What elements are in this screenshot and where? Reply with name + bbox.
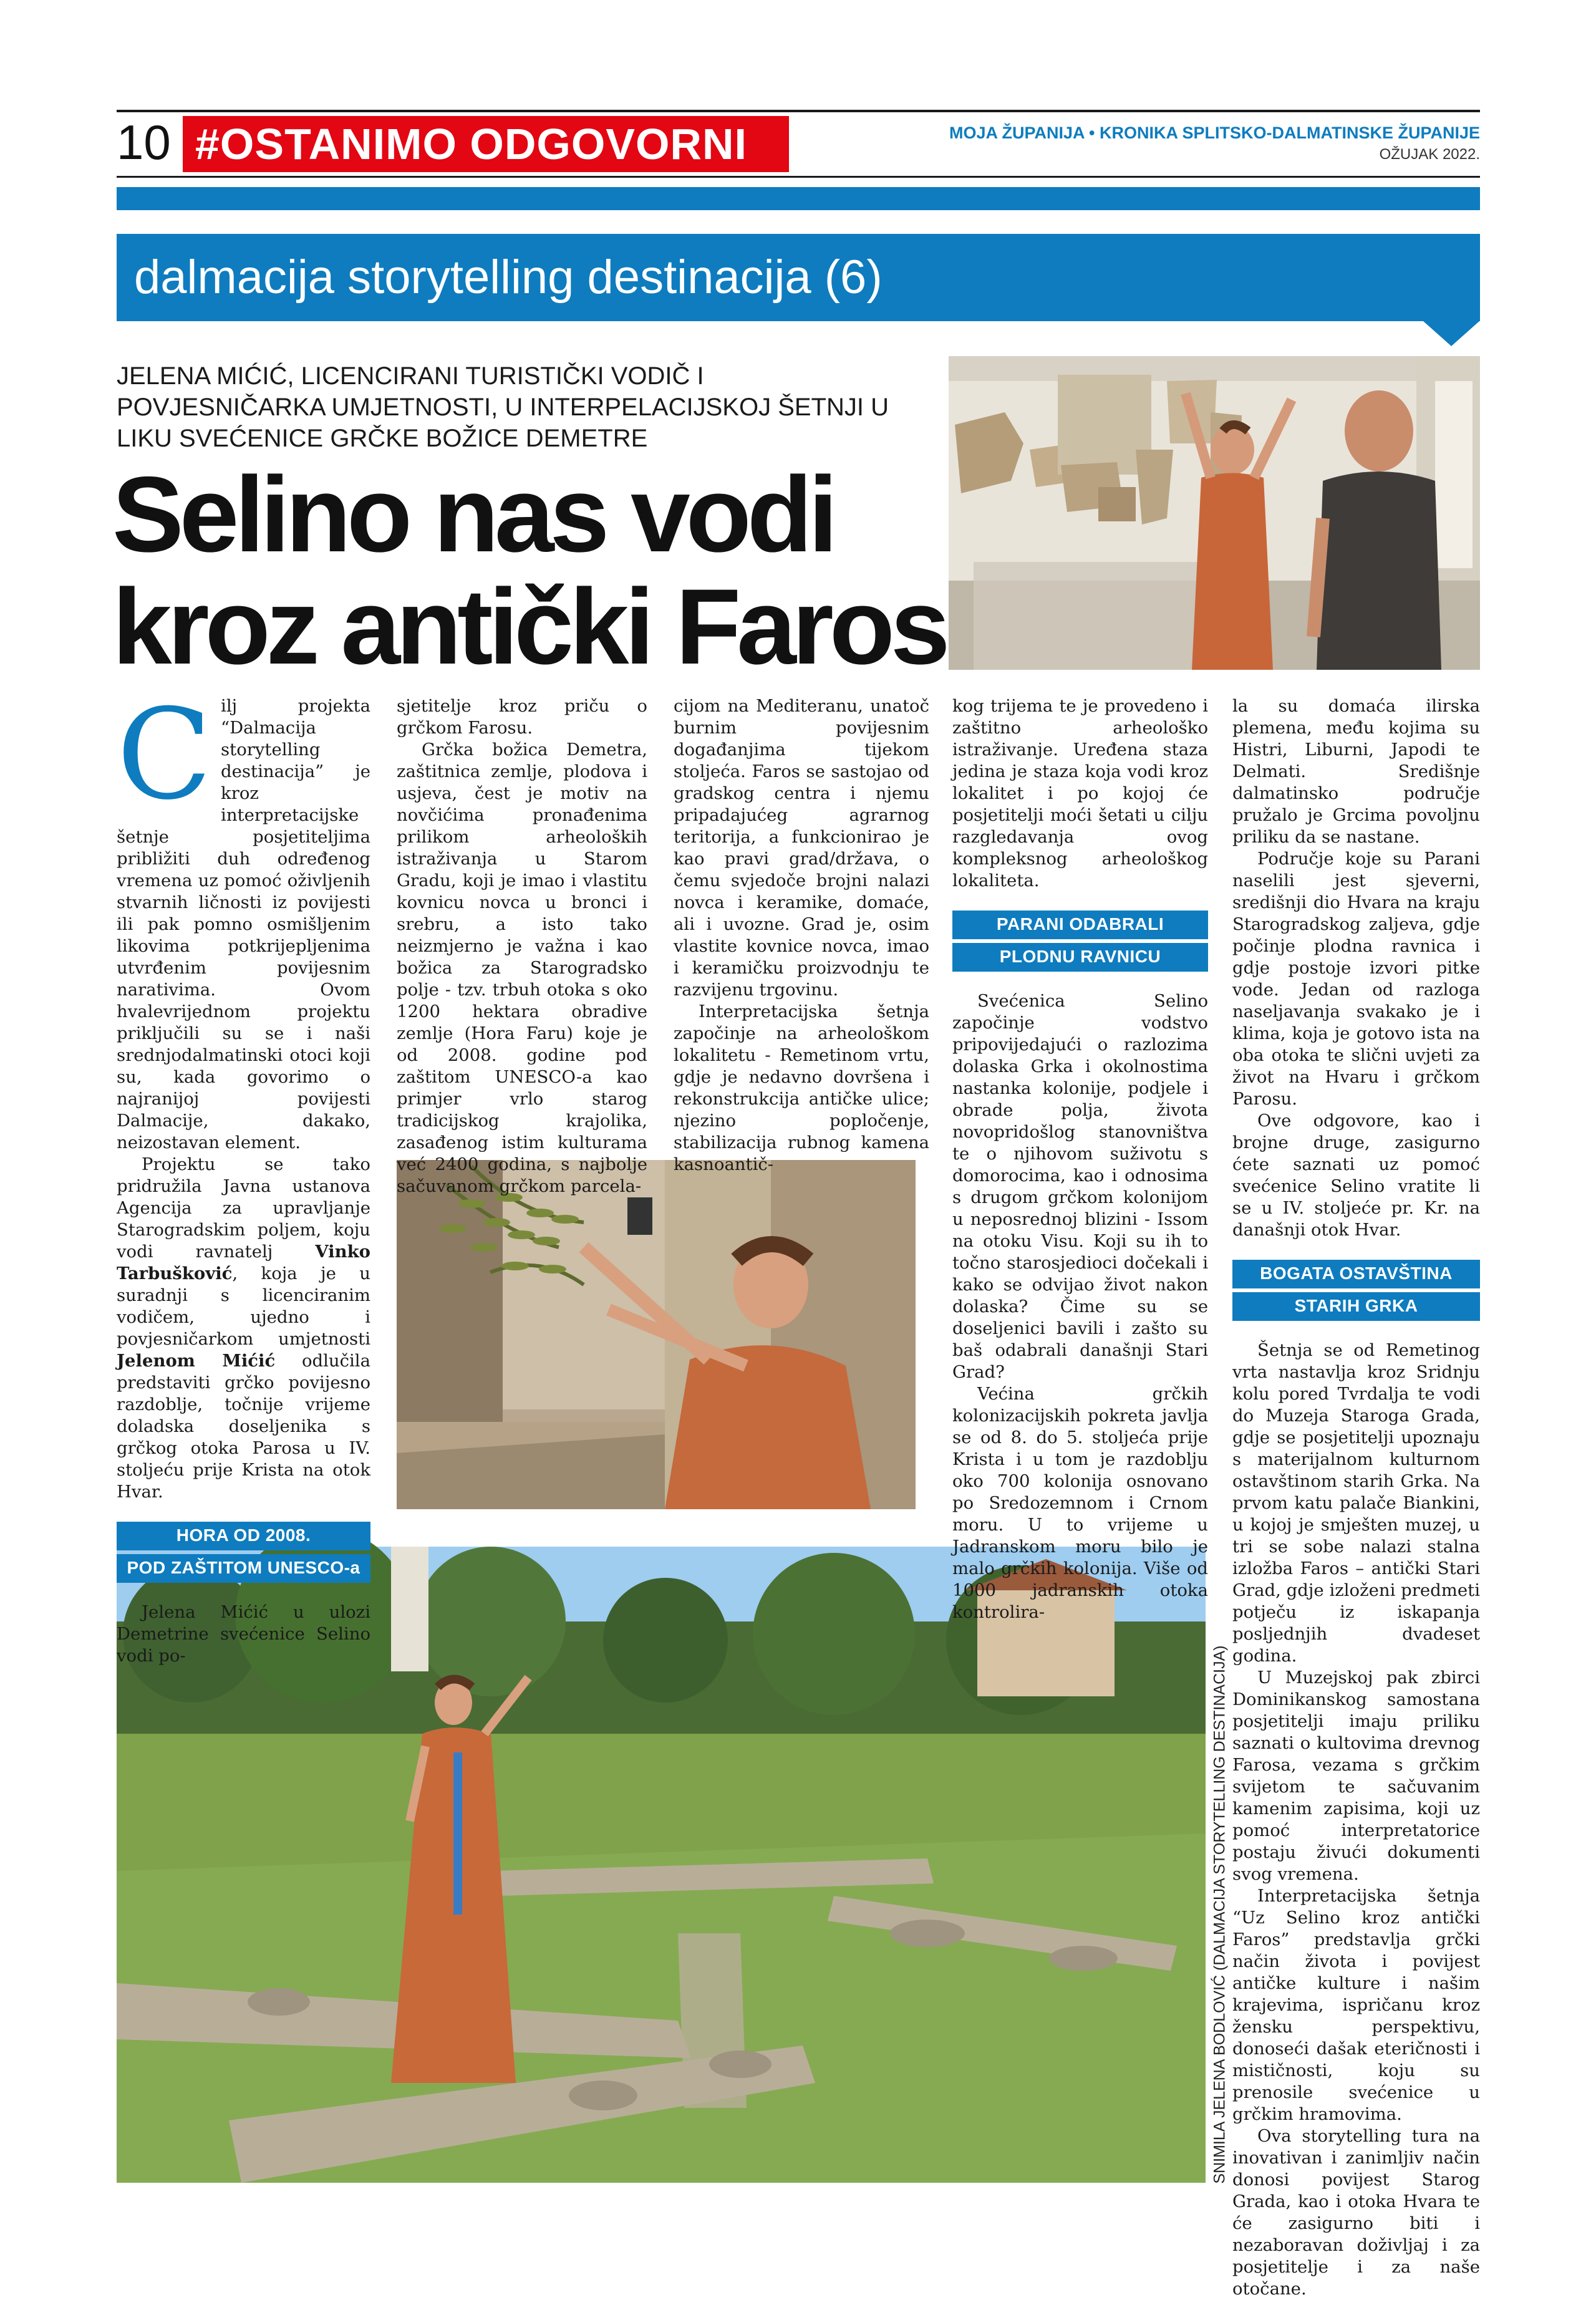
header-top-rule bbox=[117, 110, 1480, 112]
header-blue-bar bbox=[117, 187, 1480, 210]
article-paragraph: Područje koje su Parani naselili jest sjeverni, središnji dio Hvara na kraju Starogradskog zaljeva, gdje počinje plodna ravnica i gdje postoje izvori pitke vode. Jedan od razloga naseljavanja svakako je i klima, koja je gotovo ista na oba otoka te slični uvjeti za život na Hvaru i grčkom Parosu. bbox=[1232, 849, 1480, 1109]
publication-name: MOJA ŽUPANIJA • KRONIKA SPLITSKO-DALMATINSKE ŽUPANIJE bbox=[949, 123, 1480, 142]
person-name: Vinko Tarbušković bbox=[117, 1242, 370, 1283]
article-paragraph: Šetnja se od Remetinog vrta nastavlja kroz Sridnju kolu pored Tvrdalja te vodi do Muzeja Staroga Grada, gdje se posjetitelji upoznaju s materijalnom kulturnom ostavštinom starih Grka. Na prvom katu palače Biankini, u kojoj je smješten muzej, u tri se sobe nalazi stalna izložba Faros – antički Stari Grad, gdje izloženi predmeti potječu iz iskapanja posljednjih dvadeset godina. bbox=[1232, 1340, 1480, 1666]
headline bbox=[112, 455, 954, 687]
photo-museum bbox=[949, 356, 1480, 670]
article-column-1 bbox=[117, 682, 370, 1667]
subheading-line: BOGATA OSTAVŠTINA bbox=[1232, 1260, 1480, 1288]
issue-date: OŽUJAK 2022. bbox=[1379, 146, 1480, 163]
subheading-line: POD ZAŠTITOM UNESCO-a bbox=[117, 1554, 370, 1583]
subheading-line: PLODNU RAVNICU bbox=[952, 943, 1208, 972]
subheading-line: PARANI ODABRALI bbox=[952, 911, 1208, 939]
article-paragraph: la su domaća ilirska plemena, među kojima su Histri, Liburni, Japodi te Delmati. Središnje dalmatinsko područje pružalo je Grcima povoljnu priliku da se nastane. bbox=[1232, 696, 1480, 847]
headline-line-2: kroz antički Faros bbox=[112, 567, 946, 687]
article-paragraph: Svećenica Selino započinje vodstvo pripovijedajući o razlozima dolaska Grka i okolnostima nastanka kolonije, podjele i obrade polja, života novopridošlog stanovništva te o njihovom suživotu s domorocima, kao i odnosima s drugom grčkom kolonijom u neposrednoj blizini - Issom na otoku Visu. Koji su ih to točno starosjedioci dočekali i kako se odvijao život nakon dolaska? Čime su se doseljenici bavili i zašto su baš odabrali današnji Stari Grad? bbox=[952, 991, 1208, 1382]
photo-credit: SNIMILA JELENA BODLOVIĆ (DALMACIJA STORYTELLING DESTINACIJA) bbox=[1211, 1645, 1229, 2184]
header-bottom-rule bbox=[117, 176, 1480, 178]
kicker-text: JELENA MIĆIĆ, LICENCIRANI TURISTIČKI VODIČ I POVJESNIČARKA UMJETNOSTI, U INTERPELACIJSKOJ ŠETNJI U LIKU SVEĆENICE GRČKE BOŽICE DEMETRE bbox=[117, 362, 889, 452]
article-paragraph: Interpretacijska šetnja započinje na arheološkom lokalitetu - Remetinom vrtu, gdje je nedavno dovršena i rekonstrukcija antičke ulice; njezino popločenje, stabilizacija rubnog kamena kasnoantič- bbox=[674, 1002, 929, 1174]
article-column-4 bbox=[952, 695, 1208, 1623]
subheading-3 bbox=[1232, 1260, 1480, 1321]
article-paragraph: Većina grčkih kolonizacijskih pokreta javlja se od 8. do 5. stoljeća prije Krista i u tom je razdoblju oko 700 kolonija osnovano po Sredozemnom i Crnom moru. U to vrijeme u Jadranskom moru bilo je malo grčkih kolonija. Više od 1000 jadranskih otoka kontrolira- bbox=[952, 1384, 1208, 1622]
article-paragraph: ilj projekta “Dalmacija storytelling destinacija” je kroz interpretacijske šetnje posjetiteljima približiti duh određenog vremena uz pomoć oživljenih stvarnih ličnosti iz povijesti ili pak pomno osmišljenim likovima potkrijepljenima utvrđenim povijesnim narativima. Ovom hvalevrijednom projektu priključili su se i naši srednjodalmatinski otoci koji su, kada govorimo o najranijoj povijesti Dalmacije, dakako, neizostavan element. bbox=[117, 696, 370, 1152]
series-banner-notch bbox=[1423, 321, 1479, 346]
section-hashtag: #OSTANIMO ODGOVORNI bbox=[183, 116, 789, 172]
person-name: Jelenom Mićić bbox=[117, 1351, 276, 1371]
page-number: 10 bbox=[117, 115, 171, 170]
subheading-line: HORA OD 2008. bbox=[117, 1522, 370, 1550]
article-paragraph: U Muzejskoj pak zbirci Dominikanskog samostana posjetitelji imaju priliku saznati o kultovima drevnog Farosa, vezama s grčkim svijetom te sačuvanim kamenim zapisima, koji uz pomoć interpretatorice postaju živući dokumenti svog vremena. bbox=[1232, 1668, 1480, 1884]
subheading-2 bbox=[952, 911, 1208, 972]
article-paragraph: Interpretacijska šetnja “Uz Selino kroz antički Faros” predstavlja grčki način života i povijest antičke kulture i našim krajevima, ispričanu kroz žensku perspektivu, donoseći dašak eteričnosti i mističnosti, koju su prenosile svećenice u grčkim hramovima. bbox=[1232, 1886, 1480, 2124]
article-paragraph: kog trijema te je provedeno i zaštitno arheološko istraživanje. Uređena staza jedina je staza koja vodi kroz lokalitet i po kojoj će posjetitelji moći šetati u cilju razgledavanja ovog kompleksnog arheološkog lokaliteta. bbox=[952, 696, 1208, 891]
article-column-3 bbox=[674, 695, 929, 1176]
photo-olive-branch bbox=[397, 1160, 916, 1509]
article-paragraph: Jelena Mićić u ulozi Demetrine svećenice Selino vodi po- bbox=[117, 1602, 370, 1666]
article-paragraph: Ove odgovore, kao i brojne druge, zasigurno ćete saznati uz pomoć svećenice Selino vratite li se u IV. stoljeće pr. Kr. na današnji otok Hvar. bbox=[1232, 1111, 1480, 1240]
subheading-1 bbox=[117, 1522, 370, 1583]
article-paragraph: Ova storytelling tura na inovativan i zanimljiv način donosi povijest Starog Grada, kao i otoka Hvara te će zasigurno biti i nezaboravan doživljaj i za posjetitelje i za naše otočane. bbox=[1232, 2126, 1480, 2299]
subheading-line: STARIH GRKA bbox=[1232, 1292, 1480, 1321]
series-banner: dalmacija storytelling destinacija (6) bbox=[117, 234, 1480, 321]
drop-cap: C bbox=[117, 682, 213, 828]
article-paragraph: sjetitelje kroz priču o grčkom Farosu. bbox=[397, 696, 647, 738]
article-paragraph: Projektu se tako pridružila Javna ustanova Agencija za upravljanje Starogradskim poljem, koju vodi ravnatelj Vinko Tarbušković, koja je u suradnji s licenciranim vodičem, ujedno i povjesničarkom umjetnosti Jelenom Mićić odlučila predstaviti grčko povijesno razdoblje, točnije vrijeme doladska doseljenika s grčkog otoka Parosa u IV. stoljeću prije Krista na otok Hvar. bbox=[117, 1154, 370, 1502]
headline-line-1: Selino nas vodi bbox=[112, 455, 834, 574]
article-paragraph: Grčka božica Demetra, zaštitnica zemlje, plodova i usjeva, čest je motiv na novčićima pronađenima prilikom arheoloških istraživanja u Starom Gradu, koji je imao i vlastitu kovnicu novca u bronci i srebru, a isto tako neizmjerno je važna i kao božica za Starogradsko polje - tzv. trbuh otoka s oko 1200 hektara obradive zemlje (Hora Faru) koje je od 2008. godine pod zaštitom UNESCO-a kao primjer vrlo starog tradicijskog krajolika, zasađenog istim kulturama već 2400 godina, s najbolje sačuvanom grčkom parcela- bbox=[397, 740, 647, 1196]
article-paragraph: cijom na Mediteranu, unatoč burnim povijesnim događanjima tijekom stoljeća. Faros se sastojao od gradskog centra i njemu pripadajućeg agrarnog teritorija, a funkcionirao je kao pravi grad/država, o čemu svjedoče brojni nalazi novca i keramike, domaće, ali i uvozne. Grad je, osim vlastite kovnice novca, imao i keramičku proizvodnju te razvijenu trgovinu. bbox=[674, 696, 929, 1000]
article-column-5 bbox=[1232, 695, 1480, 2300]
article-column-2 bbox=[397, 695, 647, 1197]
